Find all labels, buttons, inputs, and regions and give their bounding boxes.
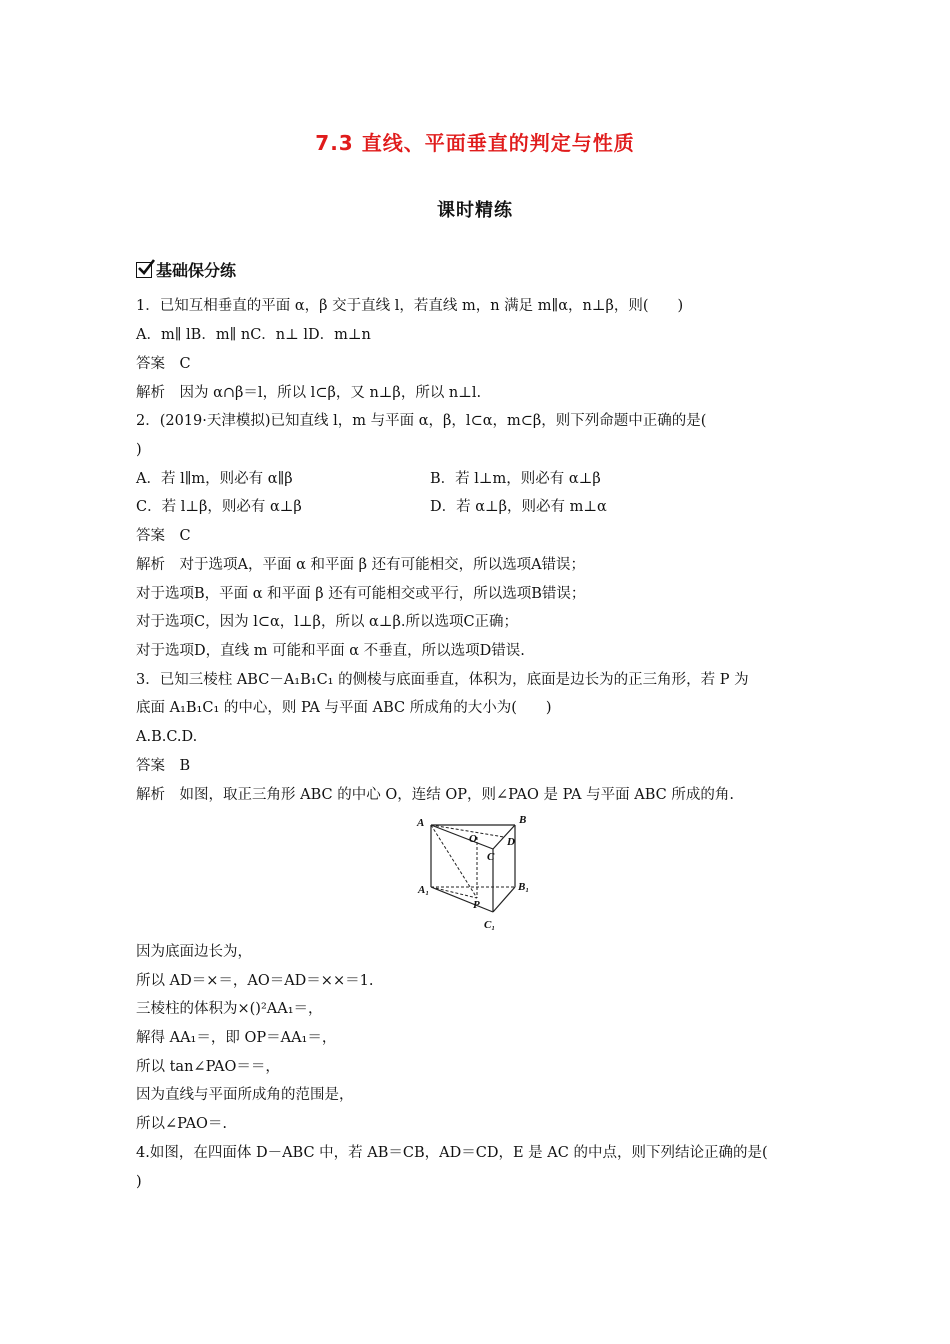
question-1-answer: 答案 C <box>136 356 191 372</box>
section-label: 基础保分练 <box>156 261 237 280</box>
question-2-analysis-2: 对于选项B，平面 α 和平面 β 还有可能相交或平行，所以选项B错误； <box>136 586 586 602</box>
label-b1: B₁ <box>518 881 530 893</box>
question-2-stem-end: ) <box>136 442 142 458</box>
label-c: C <box>487 851 495 863</box>
label-a1: A₁ <box>418 884 430 896</box>
page-title: 7.3 直线、平面垂直的判定与性质 <box>315 131 635 155</box>
solution-line-7: 所以∠PAO＝. <box>136 1116 228 1132</box>
solution-line-2: 所以 AD＝×＝，AO＝AD＝××＝1. <box>136 973 374 989</box>
label-o: O <box>469 833 477 845</box>
question-2-option-d: D．若 α⊥β，则必有 m⊥α <box>430 499 607 515</box>
solution-line-6: 因为直线与平面所成角的范围是， <box>136 1087 354 1103</box>
question-2-option-a: A．若 l∥m，则必有 α∥β <box>136 471 293 487</box>
question-1-analysis: 解析 因为 α∩β＝l，所以 l⊂β，又 n⊥β，所以 n⊥l. <box>136 385 482 401</box>
question-3-stem-2: 底面 A₁B₁C₁ 的中心，则 PA 与平面 ABC 所成角的大小为( ) <box>136 700 552 716</box>
label-c1: C₁ <box>484 919 496 931</box>
question-3-analysis: 解析 如图，取正三角形 ABC 的中心 O，连结 OP，则∠PAO 是 PA 与平面 ABC 所成的角. <box>136 787 734 803</box>
solution-line-5: 所以 tan∠PAO＝＝， <box>136 1059 280 1075</box>
question-1-options: A．m∥ lB．m∥ nC．n⊥ lD．m⊥n <box>136 327 371 343</box>
solution-line-4: 解得 AA₁＝，即 OP＝AA₁＝， <box>136 1030 337 1046</box>
question-2-stem: 2．(2019·天津模拟)已知直线 l，m 与平面 α，β，l⊂α，m⊂β，则下列命题中正确的是( <box>136 413 707 429</box>
question-2-option-b: B．若 l⊥m，则必有 α⊥β <box>430 471 601 487</box>
question-2-analysis-3: 对于选项C，因为 l⊂α，l⊥β，所以 α⊥β.所以选项C正确； <box>136 614 519 630</box>
checkbox-icon <box>136 262 152 278</box>
question-4-stem-end: ) <box>136 1174 142 1190</box>
question-2-analysis-4: 对于选项D，直线 m 可能和平面 α 不垂直，所以选项D错误. <box>136 643 525 659</box>
label-d: D <box>507 836 515 848</box>
question-3-answer: 答案 B <box>136 758 191 774</box>
solution-line-1: 因为底面边长为， <box>136 944 252 960</box>
question-2-option-c: C．若 l⊥β，则必有 α⊥β <box>136 499 302 515</box>
question-3-stem: 3．已知三棱柱 ABC－A₁B₁C₁ 的侧棱与底面垂直，体积为，底面是边长为的正三角形，若 P 为 <box>136 672 749 688</box>
label-p: P <box>473 899 480 911</box>
question-4-stem: 4.如图，在四面体 D－ABC 中，若 AB＝CB，AD＝CD，E 是 AC 的中点，则下列结论正确的是( <box>136 1145 768 1161</box>
label-b: B <box>519 814 527 826</box>
question-3-options: A.B.C.D. <box>136 729 198 745</box>
solution-line-3: 三棱柱的体积为×()²AA₁＝， <box>136 1001 323 1017</box>
prism-figure <box>413 812 543 934</box>
section-heading <box>136 258 236 280</box>
question-2-answer: 答案 C <box>136 528 191 544</box>
label-a: A <box>417 817 425 829</box>
page-subtitle: 课时精练 <box>437 200 513 221</box>
question-1-stem: 1．已知互相垂直的平面 α，β 交于直线 l，若直线 m，n 满足 m∥α，n⊥β，则( ) <box>136 298 684 314</box>
question-2-analysis-1: 解析 对于选项A，平面 α 和平面 β 还有可能相交，所以选项A错误； <box>136 557 586 573</box>
